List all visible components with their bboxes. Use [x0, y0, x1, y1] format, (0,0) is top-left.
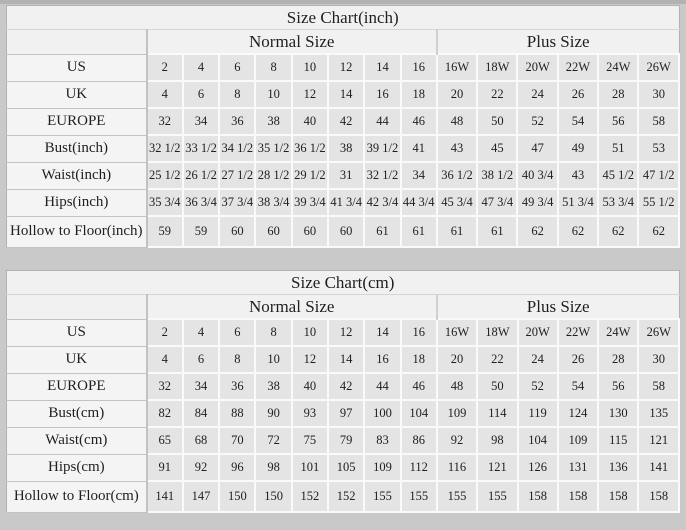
row-label: Hips(inch): [7, 189, 147, 216]
value-cell: 51 3/4: [558, 189, 598, 216]
value-cell: 32 1/2: [147, 135, 183, 162]
value-cell: 18W: [477, 54, 517, 81]
value-cell: 109: [437, 400, 477, 427]
value-cell: 62: [558, 216, 598, 247]
title-row: [7, 271, 680, 295]
value-cell: 26W: [638, 319, 679, 346]
value-cell: 20W: [517, 54, 557, 81]
value-cell: 18: [401, 81, 437, 108]
value-cell: 60: [328, 216, 364, 247]
row-label: Waist(cm): [7, 427, 147, 454]
value-cell: 16W: [437, 319, 477, 346]
value-cell: 32: [147, 108, 183, 135]
value-cell: 109: [364, 454, 400, 481]
value-cell: 100: [364, 400, 400, 427]
table-row: [7, 400, 680, 427]
value-cell: 44 3/4: [401, 189, 437, 216]
value-cell: 51: [598, 135, 638, 162]
value-cell: 59: [183, 216, 219, 247]
value-cell: 47: [517, 135, 557, 162]
value-cell: 158: [558, 481, 598, 512]
value-cell: 35 3/4: [147, 189, 183, 216]
value-cell: 83: [364, 427, 400, 454]
value-cell: 101: [292, 454, 328, 481]
value-cell: 41: [401, 135, 437, 162]
group-header-row: [7, 30, 680, 55]
table-row: [7, 108, 680, 135]
value-cell: 22W: [558, 319, 598, 346]
value-cell: 62: [598, 216, 638, 247]
value-cell: 48: [437, 108, 477, 135]
value-cell: 47 1/2: [638, 162, 679, 189]
value-cell: 112: [401, 454, 437, 481]
value-cell: 22W: [558, 54, 598, 81]
value-cell: 136: [598, 454, 638, 481]
value-cell: 10: [292, 319, 328, 346]
value-cell: 16: [401, 319, 437, 346]
value-cell: 8: [219, 346, 255, 373]
value-cell: 16W: [437, 54, 477, 81]
value-cell: 46: [401, 373, 437, 400]
value-cell: 28 1/2: [255, 162, 291, 189]
value-cell: 8: [219, 81, 255, 108]
value-cell: 44: [364, 108, 400, 135]
row-label: Hollow to Floor(cm): [7, 481, 147, 512]
value-cell: 6: [219, 319, 255, 346]
value-cell: 48: [437, 373, 477, 400]
value-cell: 109: [558, 427, 598, 454]
value-cell: 50: [477, 108, 517, 135]
value-cell: 42: [328, 373, 364, 400]
table-row: [7, 373, 680, 400]
value-cell: 104: [518, 427, 558, 454]
row-label: Hollow to Floor(inch): [7, 216, 147, 247]
value-cell: 141: [147, 481, 183, 512]
table-row: [7, 162, 680, 189]
value-cell: 24W: [598, 319, 638, 346]
value-cell: 36 1/2: [292, 135, 328, 162]
value-cell: 79: [328, 427, 364, 454]
value-cell: 4: [147, 346, 183, 373]
value-cell: 28: [598, 346, 638, 373]
value-cell: 2: [147, 54, 183, 81]
value-cell: 130: [598, 400, 638, 427]
value-cell: 25 1/2: [147, 162, 183, 189]
row-label: Bust(cm): [7, 400, 147, 427]
value-cell: 8: [255, 319, 291, 346]
value-cell: 131: [558, 454, 598, 481]
value-cell: 35 1/2: [255, 135, 291, 162]
value-cell: 14: [328, 346, 364, 373]
value-cell: 60: [219, 216, 255, 247]
value-cell: 60: [292, 216, 328, 247]
value-cell: 135: [638, 400, 679, 427]
value-cell: 65: [147, 427, 183, 454]
value-cell: 115: [598, 427, 638, 454]
size-chart-inch-section: [6, 5, 680, 248]
value-cell: 54: [558, 373, 598, 400]
value-cell: 70: [219, 427, 255, 454]
table-title: Size Chart(cm): [7, 271, 680, 295]
value-cell: 158: [518, 481, 558, 512]
value-cell: 14: [364, 54, 400, 81]
value-cell: 56: [598, 108, 638, 135]
value-cell: 82: [147, 400, 183, 427]
table-row: [7, 189, 680, 216]
value-cell: 10: [255, 81, 291, 108]
column-group-normal-size: Normal Size: [147, 295, 437, 320]
size-chart-cm-section: [6, 270, 680, 513]
table-row: [7, 346, 680, 373]
value-cell: 22: [477, 346, 517, 373]
value-cell: 38: [328, 135, 364, 162]
value-cell: 30: [638, 346, 679, 373]
table-row: [7, 454, 680, 481]
table-row: [7, 427, 680, 454]
value-cell: 41 3/4: [328, 189, 364, 216]
value-cell: 92: [437, 427, 477, 454]
value-cell: 18W: [477, 319, 517, 346]
value-cell: 53 3/4: [598, 189, 638, 216]
value-cell: 91: [147, 454, 183, 481]
value-cell: 92: [183, 454, 219, 481]
top-edge-strip: [0, 0, 686, 4]
value-cell: 116: [437, 454, 477, 481]
value-cell: 56: [598, 373, 638, 400]
value-cell: 30: [638, 81, 679, 108]
corner-cell: [7, 295, 147, 320]
value-cell: 97: [328, 400, 364, 427]
group-header-row: [7, 295, 680, 320]
value-cell: 114: [477, 400, 517, 427]
value-cell: 31: [328, 162, 364, 189]
title-row: [7, 6, 680, 30]
value-cell: 40: [292, 373, 328, 400]
value-cell: 29 1/2: [292, 162, 328, 189]
value-cell: 28: [598, 81, 638, 108]
value-cell: 10: [255, 346, 291, 373]
value-cell: 42: [328, 108, 364, 135]
value-cell: 49 3/4: [517, 189, 557, 216]
value-cell: 38: [255, 108, 291, 135]
value-cell: 84: [183, 400, 219, 427]
value-cell: 52: [518, 373, 558, 400]
value-cell: 46: [401, 108, 437, 135]
value-cell: 38 1/2: [477, 162, 517, 189]
value-cell: 36 3/4: [183, 189, 219, 216]
value-cell: 6: [183, 81, 219, 108]
value-cell: 26W: [638, 54, 679, 81]
value-cell: 24W: [598, 54, 638, 81]
value-cell: 36 1/2: [437, 162, 477, 189]
value-cell: 61: [364, 216, 400, 247]
value-cell: 36: [219, 373, 255, 400]
value-cell: 10: [292, 54, 328, 81]
value-cell: 141: [638, 454, 679, 481]
value-cell: 53: [638, 135, 679, 162]
value-cell: 49: [558, 135, 598, 162]
value-cell: 155: [401, 481, 437, 512]
value-cell: 16: [364, 346, 400, 373]
value-cell: 86: [401, 427, 437, 454]
value-cell: 52: [517, 108, 557, 135]
value-cell: 26 1/2: [183, 162, 219, 189]
value-cell: 40 3/4: [517, 162, 557, 189]
size-chart-cm: [6, 270, 680, 513]
row-label: UK: [7, 81, 147, 108]
value-cell: 12: [292, 346, 328, 373]
value-cell: 34 1/2: [219, 135, 255, 162]
value-cell: 26: [558, 346, 598, 373]
value-cell: 155: [364, 481, 400, 512]
value-cell: 36: [219, 108, 255, 135]
row-label: Hips(cm): [7, 454, 147, 481]
value-cell: 152: [328, 481, 364, 512]
value-cell: 47 3/4: [477, 189, 517, 216]
value-cell: 54: [558, 108, 598, 135]
value-cell: 147: [183, 481, 219, 512]
table-row: [7, 481, 680, 512]
value-cell: 155: [437, 481, 477, 512]
value-cell: 20W: [518, 319, 558, 346]
value-cell: 58: [638, 108, 679, 135]
value-cell: 6: [183, 346, 219, 373]
value-cell: 158: [638, 481, 679, 512]
value-cell: 33 1/2: [183, 135, 219, 162]
value-cell: 27 1/2: [219, 162, 255, 189]
value-cell: 16: [401, 54, 437, 81]
value-cell: 61: [477, 216, 517, 247]
value-cell: 155: [477, 481, 517, 512]
value-cell: 59: [147, 216, 183, 247]
value-cell: 32 1/2: [364, 162, 400, 189]
value-cell: 4: [183, 319, 219, 346]
table-title: Size Chart(inch): [7, 6, 680, 30]
corner-cell: [7, 30, 147, 55]
value-cell: 42 3/4: [364, 189, 400, 216]
value-cell: 96: [219, 454, 255, 481]
value-cell: 12: [292, 81, 328, 108]
value-cell: 75: [292, 427, 328, 454]
value-cell: 98: [477, 427, 517, 454]
value-cell: 24: [517, 81, 557, 108]
value-cell: 93: [292, 400, 328, 427]
table-row: [7, 319, 680, 346]
value-cell: 18: [401, 346, 437, 373]
value-cell: 150: [219, 481, 255, 512]
row-label: Bust(inch): [7, 135, 147, 162]
row-label: US: [7, 319, 147, 346]
table-row: [7, 135, 680, 162]
value-cell: 26: [558, 81, 598, 108]
value-cell: 88: [219, 400, 255, 427]
table-row: [7, 216, 680, 247]
value-cell: 105: [328, 454, 364, 481]
value-cell: 6: [219, 54, 255, 81]
value-cell: 14: [328, 81, 364, 108]
column-group-plus-size: Plus Size: [437, 295, 679, 320]
value-cell: 121: [638, 427, 679, 454]
value-cell: 50: [477, 373, 517, 400]
value-cell: 45 3/4: [437, 189, 477, 216]
row-label: UK: [7, 346, 147, 373]
value-cell: 4: [147, 81, 183, 108]
value-cell: 12: [328, 319, 364, 346]
value-cell: 20: [437, 346, 477, 373]
value-cell: 45: [477, 135, 517, 162]
value-cell: 39 1/2: [364, 135, 400, 162]
value-cell: 90: [255, 400, 291, 427]
value-cell: 4: [183, 54, 219, 81]
value-cell: 68: [183, 427, 219, 454]
value-cell: 34: [401, 162, 437, 189]
table-row: [7, 54, 680, 81]
value-cell: 126: [518, 454, 558, 481]
value-cell: 43: [558, 162, 598, 189]
value-cell: 45 1/2: [598, 162, 638, 189]
row-label: Waist(inch): [7, 162, 147, 189]
value-cell: 39 3/4: [292, 189, 328, 216]
value-cell: 60: [255, 216, 291, 247]
row-label: EUROPE: [7, 373, 147, 400]
value-cell: 20: [437, 81, 477, 108]
table-row: [7, 81, 680, 108]
value-cell: 38 3/4: [255, 189, 291, 216]
value-cell: 72: [255, 427, 291, 454]
value-cell: 124: [558, 400, 598, 427]
value-cell: 62: [638, 216, 679, 247]
size-chart-inch: [6, 5, 680, 248]
value-cell: 152: [292, 481, 328, 512]
value-cell: 38: [255, 373, 291, 400]
value-cell: 61: [437, 216, 477, 247]
value-cell: 121: [477, 454, 517, 481]
value-cell: 2: [147, 319, 183, 346]
value-cell: 40: [292, 108, 328, 135]
value-cell: 119: [518, 400, 558, 427]
column-group-normal-size: Normal Size: [147, 30, 437, 55]
value-cell: 158: [598, 481, 638, 512]
row-label: US: [7, 54, 147, 81]
value-cell: 16: [364, 81, 400, 108]
value-cell: 55 1/2: [638, 189, 679, 216]
value-cell: 34: [183, 108, 219, 135]
value-cell: 61: [401, 216, 437, 247]
value-cell: 104: [401, 400, 437, 427]
value-cell: 58: [638, 373, 679, 400]
value-cell: 34: [183, 373, 219, 400]
value-cell: 32: [147, 373, 183, 400]
value-cell: 12: [328, 54, 364, 81]
value-cell: 62: [517, 216, 557, 247]
value-cell: 150: [255, 481, 291, 512]
column-group-plus-size: Plus Size: [437, 30, 679, 55]
value-cell: 8: [255, 54, 291, 81]
value-cell: 98: [255, 454, 291, 481]
value-cell: 24: [518, 346, 558, 373]
value-cell: 14: [364, 319, 400, 346]
value-cell: 44: [364, 373, 400, 400]
value-cell: 37 3/4: [219, 189, 255, 216]
row-label: EUROPE: [7, 108, 147, 135]
value-cell: 43: [437, 135, 477, 162]
value-cell: 22: [477, 81, 517, 108]
